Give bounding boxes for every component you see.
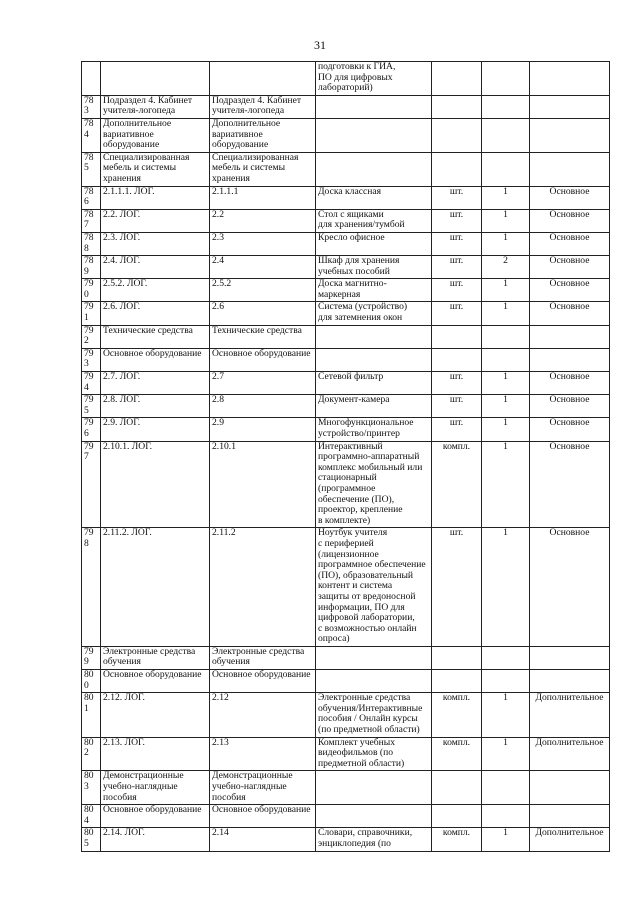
item-unit: компл. [432,737,482,771]
row-number: 784 [82,118,101,152]
item-code: Основное оборудование [101,670,210,693]
table-row [82,646,610,669]
item-short-code: 2.14 [210,828,316,851]
item-short-code: Демонстрационные учебно-наглядные пособия [210,771,316,805]
item-quantity: 1 [482,279,530,302]
item-kind: Дополнительное [530,693,610,737]
item-kind: Основное [530,232,610,255]
item-quantity: 1 [482,232,530,255]
item-code: Специализированная мебель и системы хранения [101,152,210,186]
item-unit [432,118,482,152]
item-code: 2.10.1. ЛОГ. [101,441,210,528]
item-unit: шт. [432,256,482,279]
item-quantity [482,348,530,371]
row-number: 785 [82,152,101,186]
item-short-code: 2.4 [210,256,316,279]
row-number: 796 [82,418,101,441]
item-quantity: 1 [482,828,530,851]
item-name: Шкаф для хранения учебных пособий [316,256,432,279]
table-row [82,670,610,693]
item-quantity: 1 [482,528,530,647]
item-kind [530,62,610,96]
item-kind: Основное [530,302,610,325]
row-number: 783 [82,95,101,118]
item-short-code: 2.12 [210,693,316,737]
item-unit: компл. [432,441,482,528]
item-kind [530,118,610,152]
item-unit [432,348,482,371]
table-row [82,441,610,528]
table-row [82,256,610,279]
item-name: подготовки к ГИА, ПО для цифровых лабораторий) [316,62,432,96]
item-code: 2.3. ЛОГ. [101,232,210,255]
item-kind [530,670,610,693]
item-quantity: 1 [482,302,530,325]
item-quantity [482,670,530,693]
item-kind: Основное [530,372,610,395]
item-kind: Основное [530,395,610,418]
table-row [82,372,610,395]
table-row [82,209,610,232]
row-number: 794 [82,372,101,395]
item-code: 2.14. ЛОГ. [101,828,210,851]
row-number: 792 [82,325,101,348]
item-kind: Основное [530,209,610,232]
item-kind [530,805,610,828]
item-quantity: 2 [482,256,530,279]
row-number: 786 [82,186,101,209]
item-code: 2.8. ЛОГ. [101,395,210,418]
row-number: 797 [82,441,101,528]
item-name: Комплект учебных видеофильмов (по предметной области) [316,737,432,771]
item-kind [530,152,610,186]
table-body [82,62,610,852]
item-unit: шт. [432,186,482,209]
table-row [82,325,610,348]
item-name [316,95,432,118]
item-code: 2.1.1.1. ЛОГ. [101,186,210,209]
item-kind [530,646,610,669]
item-short-code: Электронные средства обучения [210,646,316,669]
item-quantity [482,118,530,152]
item-unit [432,805,482,828]
table-row [82,118,610,152]
item-code: 2.4. ЛОГ. [101,256,210,279]
item-short-code: 2.9 [210,418,316,441]
item-short-code: Подраздел 4. Кабинет учителя-логопеда [210,95,316,118]
item-code: 2.12. ЛОГ. [101,693,210,737]
item-code: Основное оборудование [101,805,210,828]
row-number: 791 [82,302,101,325]
table-row [82,302,610,325]
row-number: 805 [82,828,101,851]
row-number: 790 [82,279,101,302]
item-name [316,325,432,348]
item-name: Интерактивный программно-аппаратный комплекс мобильный или стационарный (программное обеспечение (ПО), проектор, крепление в комплекте) [316,441,432,528]
item-unit [432,325,482,348]
item-unit: шт. [432,528,482,647]
item-name [316,771,432,805]
item-short-code: 2.8 [210,395,316,418]
item-kind: Основное [530,186,610,209]
item-unit [432,771,482,805]
table-row [82,232,610,255]
row-number: 800 [82,670,101,693]
item-short-code: Основное оборудование [210,348,316,371]
item-quantity: 1 [482,441,530,528]
item-name [316,646,432,669]
item-short-code: 2.5.2 [210,279,316,302]
item-unit: шт. [432,279,482,302]
item-kind: Дополнительное [530,737,610,771]
item-name [316,805,432,828]
row-number [82,62,101,96]
item-code: Основное оборудование [101,348,210,371]
item-quantity: 1 [482,209,530,232]
item-short-code: Дополнительное вариативное оборудование [210,118,316,152]
item-code: 2.2. ЛОГ. [101,209,210,232]
item-unit: шт. [432,395,482,418]
row-number: 804 [82,805,101,828]
table-row [82,528,610,647]
item-unit [432,152,482,186]
row-number: 802 [82,737,101,771]
row-number: 788 [82,232,101,255]
item-name: Словари, справочники, энциклопедия (по [316,828,432,851]
item-unit [432,62,482,96]
item-short-code: 2.11.2 [210,528,316,647]
item-name: Электронные средства обучения/Интерактивные пособия / Онлайн курсы (по предметной области) [316,693,432,737]
item-quantity [482,152,530,186]
row-number: 789 [82,256,101,279]
item-name: Стол с ящиками для хранения/тумбой [316,209,432,232]
item-short-code: Специализированная мебель и системы хранения [210,152,316,186]
item-short-code: 2.2 [210,209,316,232]
item-short-code: 2.10.1 [210,441,316,528]
item-quantity [482,805,530,828]
item-quantity [482,325,530,348]
item-kind: Основное [530,256,610,279]
item-quantity: 1 [482,186,530,209]
table-row [82,418,610,441]
item-short-code: Технические средства [210,325,316,348]
item-unit: шт. [432,372,482,395]
item-name: Документ-камера [316,395,432,418]
row-number: 799 [82,646,101,669]
item-name: Доска классная [316,186,432,209]
item-code: 2.13. ЛОГ. [101,737,210,771]
item-kind [530,325,610,348]
item-kind: Дополнительное [530,828,610,851]
table-row [82,62,610,96]
item-name: Система (устройство) для затемнения окон [316,302,432,325]
item-kind [530,348,610,371]
table-row [82,805,610,828]
page-number: 31 [314,38,326,52]
equipment-table [81,61,610,852]
item-name [316,118,432,152]
table-row [82,693,610,737]
item-quantity: 1 [482,737,530,771]
item-name: Многофункциональное устройство/принтер [316,418,432,441]
item-kind: Основное [530,279,610,302]
item-name: Кресло офисное [316,232,432,255]
table-row [82,348,610,371]
item-kind [530,95,610,118]
item-quantity: 1 [482,395,530,418]
table-row [82,771,610,805]
item-quantity [482,646,530,669]
row-number: 787 [82,209,101,232]
item-quantity [482,771,530,805]
item-code: 2.5.2. ЛОГ. [101,279,210,302]
item-unit: компл. [432,693,482,737]
table-row [82,186,610,209]
row-number: 793 [82,348,101,371]
item-short-code: 2.13 [210,737,316,771]
item-kind [530,771,610,805]
item-code: 2.11.2. ЛОГ. [101,528,210,647]
item-unit [432,670,482,693]
item-short-code: 2.7 [210,372,316,395]
item-unit: шт. [432,418,482,441]
item-code: 2.9. ЛОГ. [101,418,210,441]
row-number: 798 [82,528,101,647]
item-kind: Основное [530,418,610,441]
table-row [82,737,610,771]
item-short-code [210,62,316,96]
item-unit: компл. [432,828,482,851]
item-code: Технические средства [101,325,210,348]
item-code: 2.6. ЛОГ. [101,302,210,325]
item-unit: шт. [432,209,482,232]
item-unit [432,95,482,118]
item-short-code: 2.6 [210,302,316,325]
table-row [82,279,610,302]
item-code: Подраздел 4. Кабинет учителя-логопеда [101,95,210,118]
item-quantity: 1 [482,372,530,395]
table-row [82,152,610,186]
item-quantity [482,95,530,118]
item-code: Дополнительное вариативное оборудование [101,118,210,152]
item-name: Сетевой фильтр [316,372,432,395]
item-short-code: Основное оборудование [210,670,316,693]
table-row [82,395,610,418]
item-kind: Основное [530,441,610,528]
item-quantity: 1 [482,418,530,441]
item-code: Демонстрационные учебно-наглядные пособия [101,771,210,805]
row-number: 795 [82,395,101,418]
item-code [101,62,210,96]
item-unit: шт. [432,232,482,255]
item-short-code: 2.1.1.1 [210,186,316,209]
item-unit: шт. [432,302,482,325]
item-code: 2.7. ЛОГ. [101,372,210,395]
item-short-code: 2.3 [210,232,316,255]
item-code: Электронные средства обучения [101,646,210,669]
table-row [82,95,610,118]
item-kind: Основное [530,528,610,647]
item-name [316,152,432,186]
item-unit [432,646,482,669]
item-name: Доска магнитно- маркерная [316,279,432,302]
item-short-code: Основное оборудование [210,805,316,828]
item-quantity: 1 [482,693,530,737]
row-number: 801 [82,693,101,737]
item-name: Ноутбук учителя с периферией (лицензионное программное обеспечение (ПО), образовательный контент и система защиты от вредоносной информации, ПО для цифровой лаборатории, с возможностью онлайн опроса) [316,528,432,647]
table-row [82,828,610,851]
row-number: 803 [82,771,101,805]
item-name [316,670,432,693]
item-quantity [482,62,530,96]
item-name [316,348,432,371]
